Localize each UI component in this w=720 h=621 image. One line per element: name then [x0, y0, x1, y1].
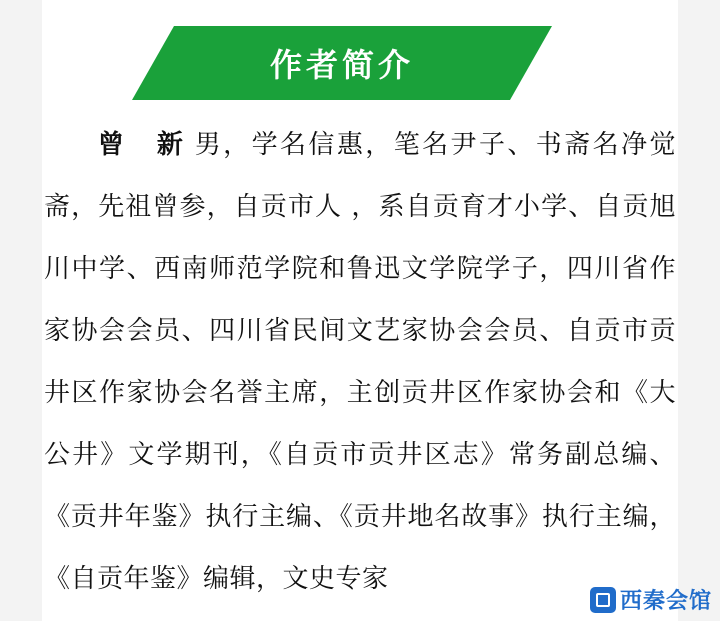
logo-icon	[590, 587, 616, 613]
watermark-label: 西秦会馆	[619, 589, 712, 614]
document-content	[42, 0, 678, 621]
author-bio-paragraph	[42, 104, 678, 610]
left-margin-strip	[0, 0, 42, 621]
section-header	[42, 0, 678, 104]
right-margin-strip	[678, 0, 720, 621]
author-name: 曾 新	[96, 130, 195, 160]
watermark	[590, 584, 712, 615]
section-title: 作者简介	[269, 46, 414, 84]
author-bio-text: 男，学名信惠，笔名尹子、书斋名净觉斋，先祖曾参，自贡市人 ，系自贡育才小学、自贡旭川中学、西南师范学院和鲁迅文学院学子，四川省作家协会会员、四川省民间文艺家协会会员、自贡市贡井区作家协会名誉主席，主创贡井区作家协会和《大公井》文学期刊，《自贡市贡井区志》常务副总编、《贡井年鉴》执行主编、《贡井地名故事》执行主编，《自贡年鉴》编辑，文史专家	[44, 130, 676, 594]
